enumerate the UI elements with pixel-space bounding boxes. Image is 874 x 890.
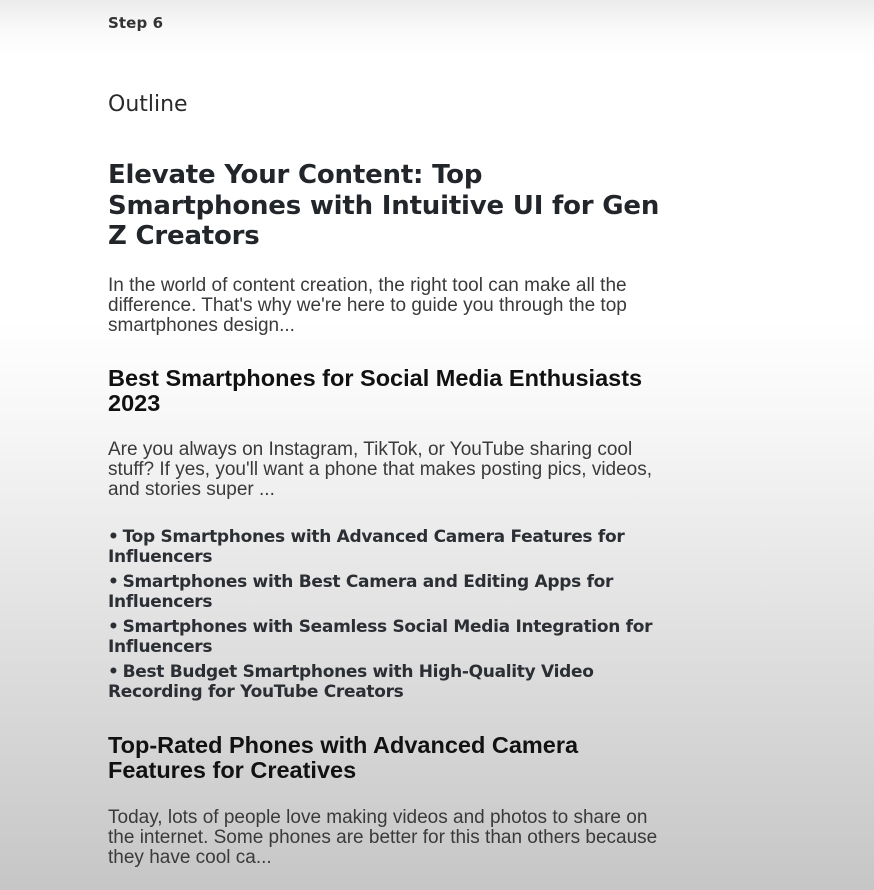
step-label: Step 6 — [108, 14, 164, 32]
subtopic-list — [108, 527, 688, 707]
subtopic-label: Top Smartphones with Advanced Camera Features for Influencers — [108, 527, 625, 567]
subtopic-label: Smartphones with Best Camera and Editing Apps for Influencers — [108, 572, 614, 612]
bullet-icon: • — [108, 572, 119, 592]
bullet-icon: • — [108, 617, 119, 637]
bullet-icon: • — [108, 527, 119, 547]
article-title: Elevate Your Content: Top Smartphones with Intuitive UI for Gen Z Creators — [108, 160, 660, 251]
section-heading-2: Top-Rated Phones with Advanced Camera Features for Creatives — [108, 732, 579, 783]
subtopic-item — [108, 572, 688, 612]
section-body-2: Today, lots of people love making videos and photos to share on the internet. Some phones are better for this than others because they have cool ca... — [108, 807, 658, 868]
subtopic-label: Best Budget Smartphones with High-Quality Video Recording for YouTube Creators — [108, 662, 594, 702]
section-body-1: Are you always on Instagram, TikTok, or YouTube sharing cool stuff? If yes, you'll want a phone that makes posting pics, videos, and stories super ... — [108, 439, 653, 500]
subtopic-item — [108, 662, 688, 702]
bullet-icon: • — [108, 662, 119, 682]
outline-heading: Outline — [108, 92, 188, 117]
article-intro: In the world of content creation, the right tool can make all the difference. That's why we're here to guide you through the top smartphones design... — [108, 275, 627, 336]
subtopic-item — [108, 617, 688, 657]
subtopic-item — [108, 527, 688, 567]
subtopic-label: Smartphones with Seamless Social Media Integration for Influencers — [108, 617, 653, 657]
section-heading-1: Best Smartphones for Social Media Enthusiasts 2023 — [108, 365, 643, 416]
